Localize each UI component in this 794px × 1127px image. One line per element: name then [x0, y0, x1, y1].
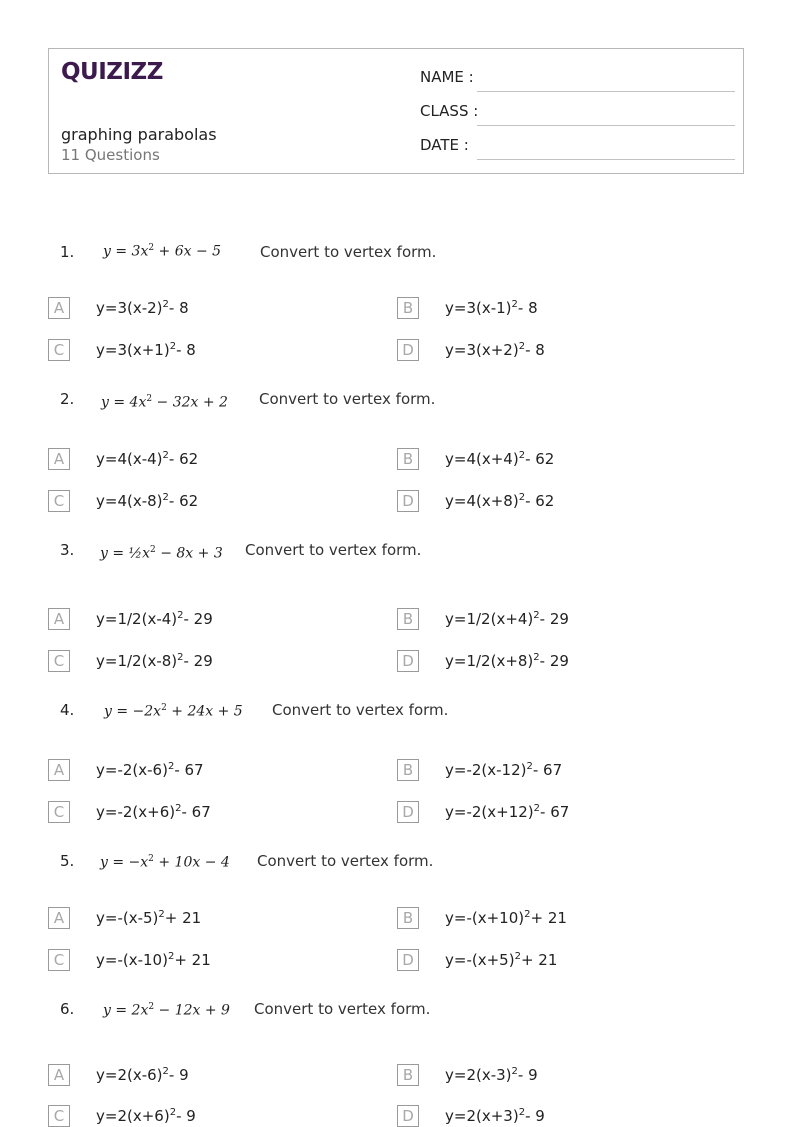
question-text: Convert to vertex form.: [260, 243, 437, 261]
question-text: Convert to vertex form.: [259, 390, 436, 408]
date-line: [477, 159, 735, 160]
option-a-box[interactable]: A: [48, 907, 70, 929]
question-number: 4.: [60, 701, 75, 719]
option-c-box[interactable]: C: [48, 339, 70, 361]
option-c-text[interactable]: $y=1/2(x-8)^2-$ 29: [96, 652, 213, 670]
option-d-text[interactable]: $y=1/2(x+8)^2-$ 29: [445, 652, 569, 670]
option-b-text[interactable]: $y=3(x-1)^2-$ 8: [445, 299, 538, 317]
question-number: 2.: [60, 390, 75, 408]
question-text: Convert to vertex form.: [254, 1000, 431, 1018]
option-b-text[interactable]: $y=4(x+4)^2-$ 62: [445, 450, 555, 468]
name-field[interactable]: [420, 68, 735, 92]
worksheet-header: [48, 48, 744, 174]
option-a-text[interactable]: $y=-2(x-6)^2-$ 67: [96, 761, 204, 779]
option-b-text[interactable]: $y=-2(x-12)^2-$ 67: [445, 761, 563, 779]
question-number: 3.: [60, 541, 75, 559]
option-d-text[interactable]: $y=-(x+5)^2+ 21$: [445, 951, 558, 969]
class-field[interactable]: [420, 102, 735, 126]
class-line: [477, 125, 735, 126]
option-b-box[interactable]: B: [397, 297, 419, 319]
question-text: Convert to vertex form.: [245, 541, 422, 559]
option-a-box[interactable]: A: [48, 759, 70, 781]
option-a-text[interactable]: $y=4(x-4)^2-$ 62: [96, 450, 199, 468]
option-d-box[interactable]: D: [397, 949, 419, 971]
option-b-box[interactable]: B: [397, 608, 419, 630]
question-expression: $y = 3x^2 + 6x - 5$: [103, 243, 222, 260]
date-label: DATE :: [420, 136, 469, 154]
option-a-text[interactable]: $y=1/2(x-4)^2-$ 29: [96, 610, 213, 628]
name-line: [477, 91, 735, 92]
option-d-box[interactable]: D: [397, 339, 419, 361]
option-c-box[interactable]: C: [48, 801, 70, 823]
question-number: 5.: [60, 852, 75, 870]
option-c-text[interactable]: $y=4(x-8)^2-$ 62: [96, 492, 199, 510]
date-field[interactable]: [420, 136, 735, 160]
option-c-text[interactable]: $y=-(x-10)^2+ 21$: [96, 951, 211, 969]
question-text: Convert to vertex form.: [272, 701, 449, 719]
option-d-box[interactable]: D: [397, 650, 419, 672]
option-d-text[interactable]: $y=-2(x+12)^2-$ 67: [445, 803, 570, 821]
option-c-box[interactable]: C: [48, 949, 70, 971]
option-d-text[interactable]: $y=2(x+3)^2-$ 9: [445, 1107, 545, 1125]
option-c-box[interactable]: C: [48, 1105, 70, 1127]
option-b-text[interactable]: $y=2(x-3)^2-$ 9: [445, 1066, 538, 1084]
question-expression: $y = \frac{1}{2}x^2 - 8x + 3$: [100, 545, 223, 562]
option-a-text[interactable]: $y=3(x-2)^2-$ 8: [96, 299, 189, 317]
question-expression: $y = -x^2 + 10x - 4$: [100, 854, 230, 871]
question-expression: $y = -2x^2 + 24x + 5$: [104, 703, 243, 720]
option-b-box[interactable]: B: [397, 1064, 419, 1086]
option-d-box[interactable]: D: [397, 1105, 419, 1127]
question-number: 6.: [60, 1000, 75, 1018]
option-a-box[interactable]: A: [48, 1064, 70, 1086]
option-c-text[interactable]: $y=-2(x+6)^2-$ 67: [96, 803, 211, 821]
option-c-text[interactable]: $y=3(x+1)^2-$ 8: [96, 341, 196, 359]
class-label: CLASS :: [420, 102, 479, 120]
question-text: Convert to vertex form.: [257, 852, 434, 870]
option-b-text[interactable]: $y=1/2(x+4)^2-$ 29: [445, 610, 569, 628]
question-number: 1.: [60, 243, 75, 261]
option-b-box[interactable]: B: [397, 907, 419, 929]
option-b-text[interactable]: $y=-(x+10)^2+ 21$: [445, 909, 567, 927]
worksheet-title: graphing parabolas: [61, 125, 217, 144]
option-d-box[interactable]: D: [397, 801, 419, 823]
option-a-box[interactable]: A: [48, 608, 70, 630]
question-count: 11 Questions: [61, 146, 160, 164]
option-a-box[interactable]: A: [48, 297, 70, 319]
question-expression: $y = 4x^2 - 32x + 2$: [101, 394, 228, 411]
option-a-text[interactable]: $y=2(x-6)^2-$ 9: [96, 1066, 189, 1084]
option-a-box[interactable]: A: [48, 448, 70, 470]
option-d-box[interactable]: D: [397, 490, 419, 512]
option-c-text[interactable]: $y=2(x+6)^2-$ 9: [96, 1107, 196, 1125]
name-label: NAME :: [420, 68, 474, 86]
option-b-box[interactable]: B: [397, 759, 419, 781]
question-expression: $y = 2x^2 - 12x + 9$: [103, 1002, 230, 1019]
option-a-text[interactable]: $y=-(x-5)^2+ 21$: [96, 909, 202, 927]
option-b-box[interactable]: B: [397, 448, 419, 470]
option-d-text[interactable]: $y=4(x+8)^2-$ 62: [445, 492, 555, 510]
option-c-box[interactable]: C: [48, 490, 70, 512]
option-c-box[interactable]: C: [48, 650, 70, 672]
quizizz-logo: QUIZIZZ: [61, 59, 163, 85]
option-d-text[interactable]: $y=3(x+2)^2-$ 8: [445, 341, 545, 359]
